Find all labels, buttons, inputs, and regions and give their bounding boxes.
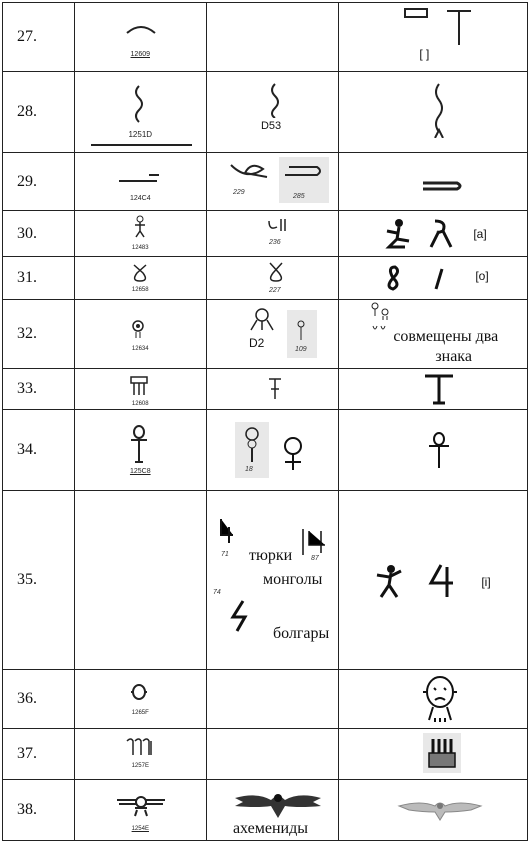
row-number: 36.: [3, 670, 75, 729]
glyph-arc: [125, 23, 157, 35]
glyph-figure: [241, 424, 263, 464]
glyph-code: 125C8: [129, 468, 151, 475]
faravahar-image: [233, 786, 323, 822]
row-number: 31.: [3, 257, 75, 300]
glyph-loop: [131, 263, 149, 283]
row-number: 30.: [3, 211, 75, 257]
table-row: [3, 300, 528, 369]
glyph-head: [131, 682, 147, 704]
table-row: [3, 670, 528, 729]
glyph-code: 18: [244, 466, 253, 473]
glyph-rune: [301, 527, 327, 557]
glyph-t: [423, 373, 455, 407]
glyph-line: [117, 171, 161, 185]
glyph-code: 124C4: [129, 195, 151, 202]
row-number: 34.: [3, 410, 75, 491]
glyph-circle: [131, 320, 145, 340]
table-row: [3, 72, 528, 153]
note: совмещены два: [393, 328, 499, 345]
row-number: 32.: [3, 300, 75, 369]
table-row: [3, 780, 528, 841]
row-number: 38.: [3, 780, 75, 841]
glyph-code: 227: [268, 287, 281, 294]
row-number: 37.: [3, 729, 75, 780]
glyph-figure: [373, 563, 407, 601]
table-row: [3, 369, 528, 410]
glyph-code: D53: [260, 120, 282, 132]
glyph-lightning: [229, 599, 251, 633]
glyph-code: 74: [212, 589, 221, 596]
glyph-rune: [217, 517, 237, 547]
table-row: [3, 3, 528, 72]
glyph-code: 285: [292, 193, 305, 200]
glyph-comb: [425, 735, 459, 769]
glyph-code: 12609: [130, 51, 150, 58]
glyph-code: 12483: [131, 245, 149, 251]
glyph-code: 12658: [131, 287, 149, 293]
glyph-code: 1254E: [131, 826, 149, 832]
glyph-loop: [227, 159, 271, 181]
glyph-rune: [427, 217, 455, 249]
glyph-twist: [431, 82, 447, 138]
glyph-twist: [267, 82, 283, 118]
glyph-stroke: [433, 267, 445, 291]
glyph-comb: [125, 737, 155, 757]
note: [ ]: [419, 47, 430, 61]
row-number: 29.: [3, 153, 75, 211]
row-number: 28.: [3, 72, 75, 153]
comparison-table: [2, 2, 528, 841]
glyph-twist: [131, 84, 147, 124]
table-row: [3, 153, 528, 211]
glyph-code: 87: [310, 555, 319, 562]
glyph-code: 71: [220, 551, 229, 558]
row-number: 27.: [3, 3, 75, 72]
glyph-code: 236: [268, 239, 281, 246]
label-turks: тюрки: [248, 547, 293, 564]
note: [i]: [481, 575, 491, 589]
label-bulgars: болгары: [272, 625, 330, 642]
table-row: [3, 211, 528, 257]
glyph-bar: [403, 7, 483, 47]
glyph-loop: [267, 261, 285, 283]
table-row: [3, 491, 528, 670]
note: знака: [435, 348, 472, 365]
glyph-figure: [133, 215, 147, 239]
glyph-hook: [421, 179, 465, 193]
note: [a]: [473, 227, 487, 241]
glyph-code: 109: [294, 346, 307, 353]
face-glyph: [423, 674, 457, 724]
table-row: [3, 257, 528, 300]
glyph-gate: [129, 375, 149, 397]
glyph-curl: [265, 215, 289, 235]
row-number: 35.: [3, 491, 75, 670]
table-row: [3, 729, 528, 780]
venus-glyph: [281, 436, 305, 472]
label-mongols: монголы: [262, 571, 323, 588]
label-achaemenids: ахемениды: [232, 820, 308, 837]
glyph-eight: [383, 265, 403, 291]
glyph-code: 1257E: [131, 763, 149, 769]
glyph-code: D2: [248, 336, 265, 350]
glyph-code: 1265F: [131, 710, 149, 716]
glyph-figure: [247, 308, 277, 332]
table-row: [3, 410, 528, 491]
ankh-glyph: [129, 424, 149, 464]
glyph-pin: [295, 320, 307, 342]
glyph-code: 12608: [131, 401, 149, 407]
ankh-glyph: [427, 432, 451, 470]
glyph-combined: [369, 302, 393, 332]
winged-disk-image: [397, 798, 483, 822]
glyph-kneeling-figure: [383, 217, 413, 249]
glyph-winged-disk: [115, 794, 167, 818]
glyph-hook: [283, 165, 325, 179]
glyph-code: 229: [232, 189, 245, 196]
glyph-t: [267, 377, 283, 401]
row-number: 33.: [3, 369, 75, 410]
note: [o]: [475, 269, 489, 283]
glyph-code: 12634: [131, 346, 149, 352]
glyph-code: 1251D: [128, 130, 153, 139]
glyph-rune: [427, 563, 457, 599]
